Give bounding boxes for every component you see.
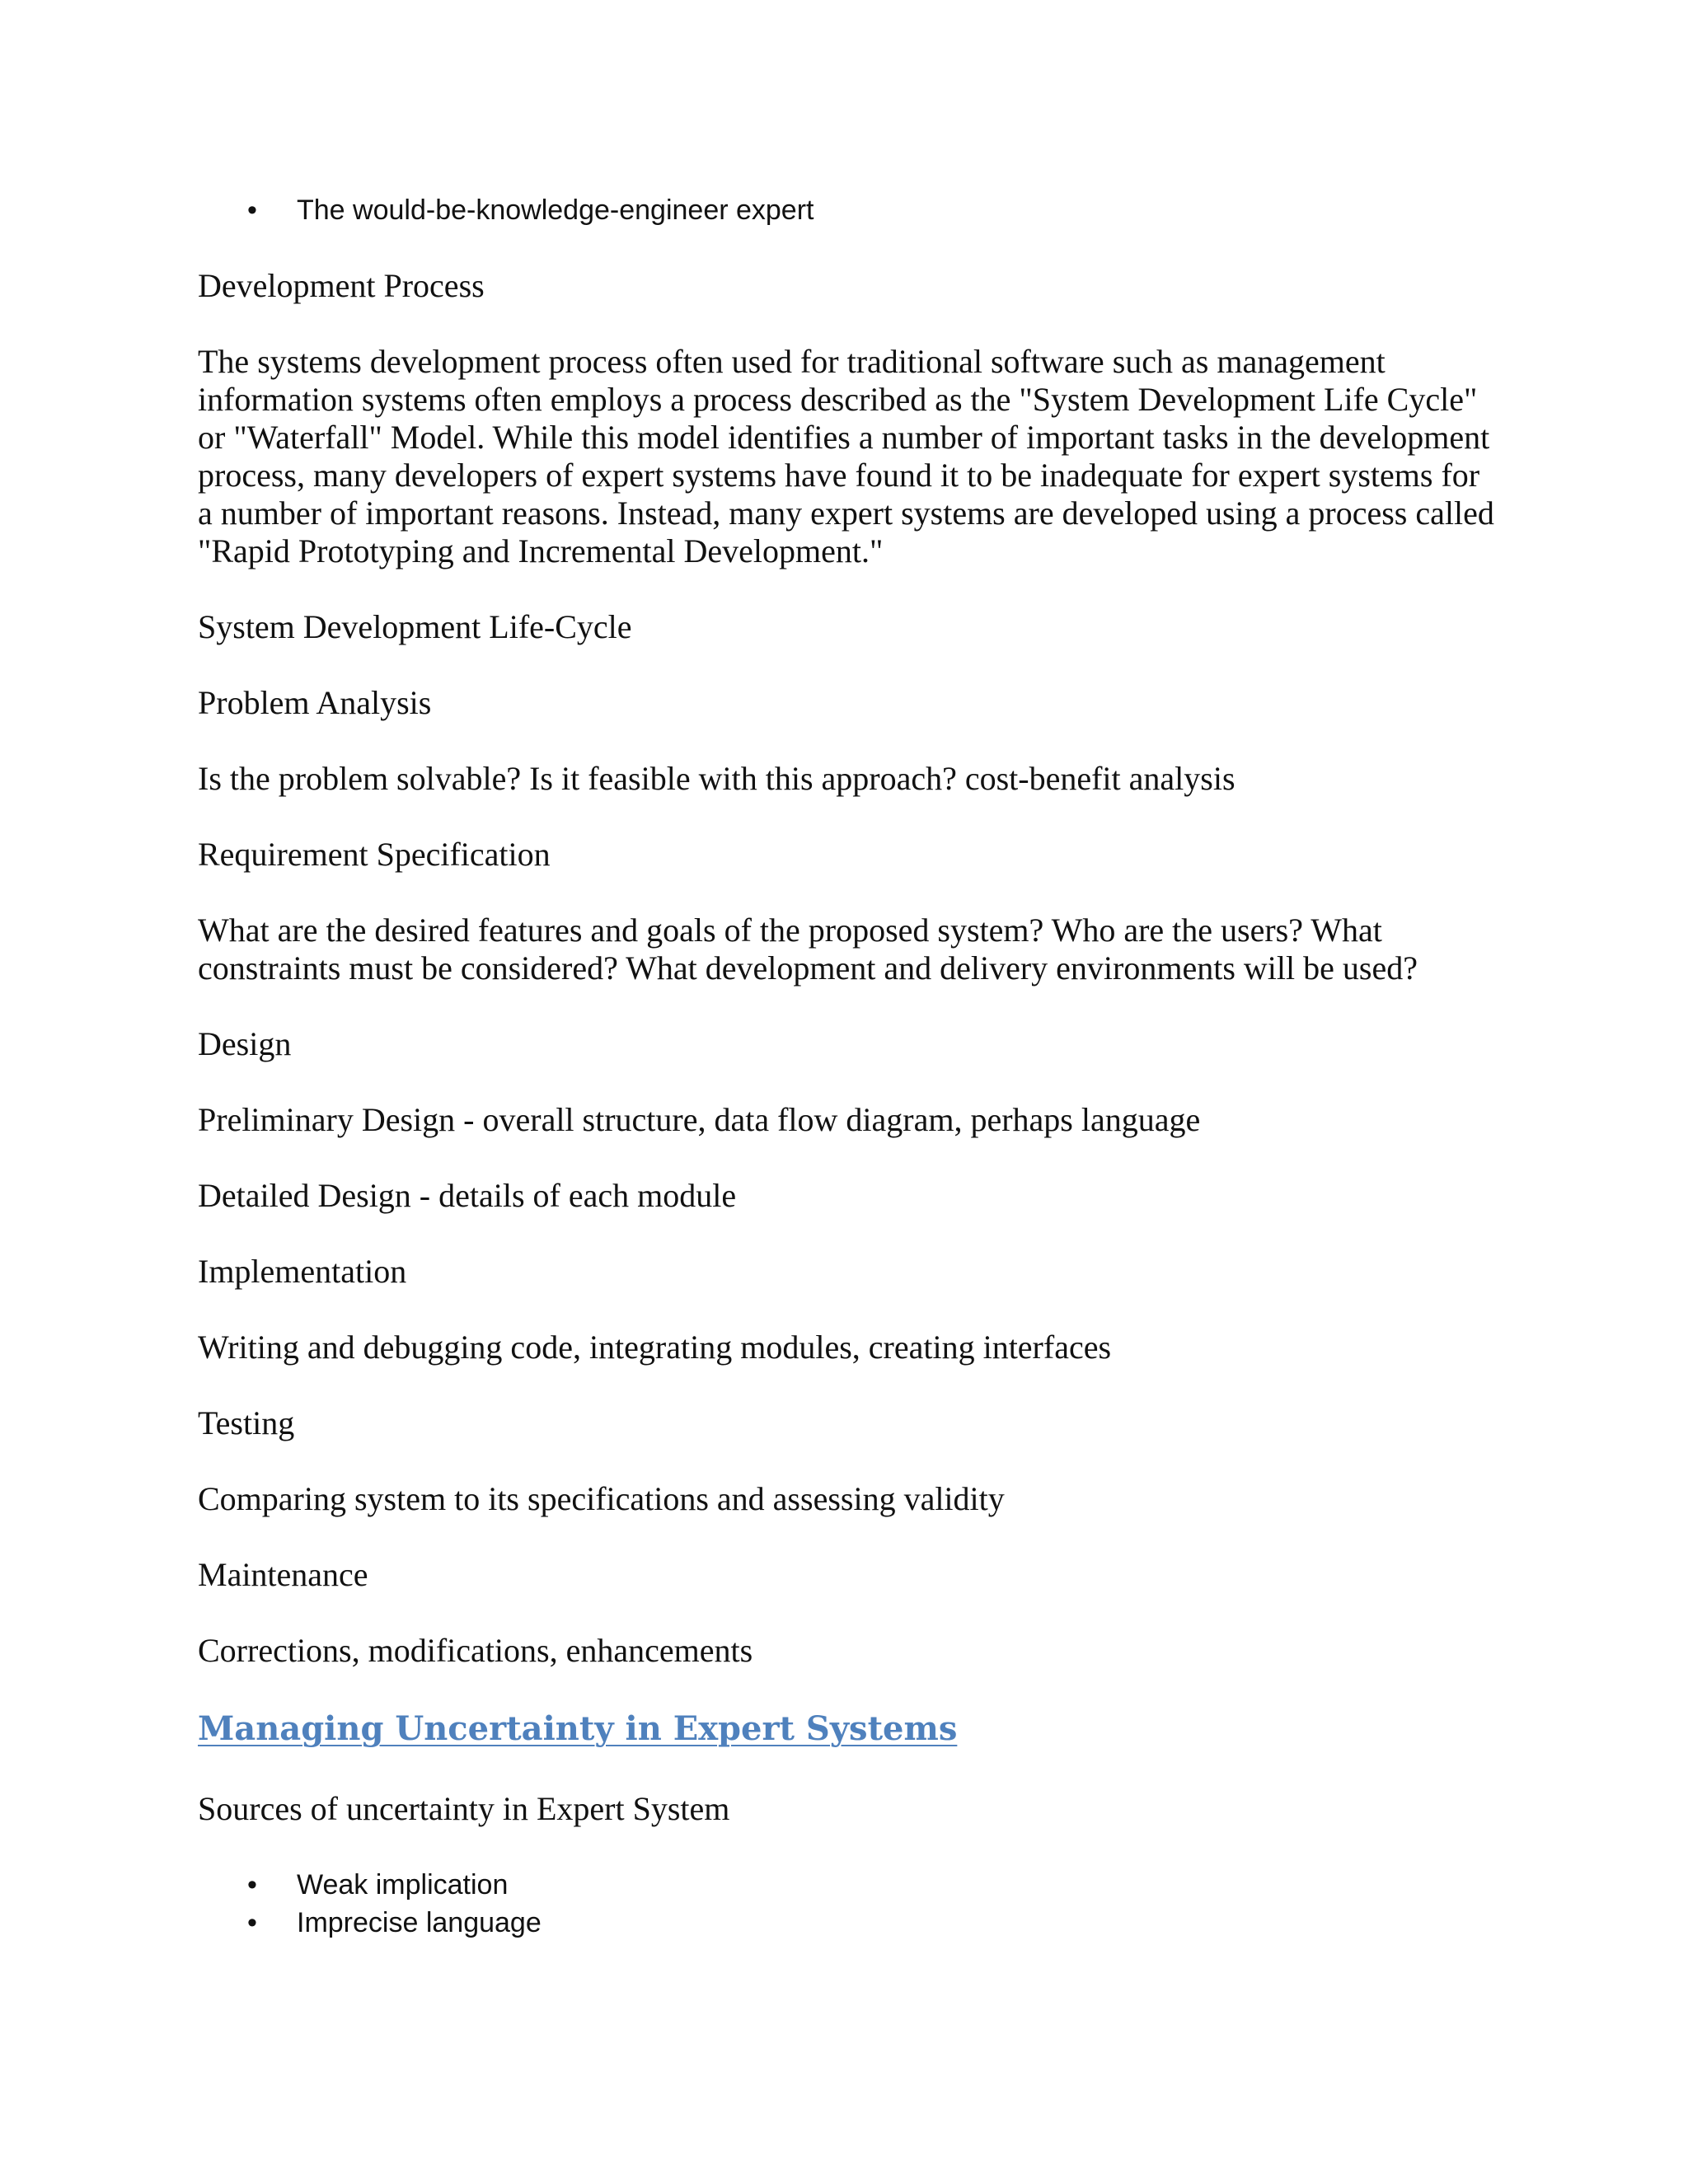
sdlc-title: System Development Life-Cycle xyxy=(198,608,632,645)
uncertainty-heading: Managing Uncertainty in Expert Systems xyxy=(198,1709,958,1748)
implementation-desc: Writing and debugging code, integrating modules, creating interfaces xyxy=(198,1329,1112,1366)
page-content xyxy=(198,191,1500,1942)
testing-title: Testing xyxy=(198,1404,295,1441)
development-process-body: The systems development process often used for traditional software such as management information systems often employs a process described as the "System Development Life Cycle" or "Waterfall" Model. While this model identifies a number of important tasks in the development process, many developers of expert systems have found it to be inadequate for expert systems for a number of important reasons. Instead, many expert systems are developed using a process called "Rapid Prototyping and Incremental Development." xyxy=(198,343,1494,569)
list-item-text: The would-be-knowledge-engineer expert xyxy=(297,194,814,226)
design-title: Design xyxy=(198,1025,292,1062)
list-item-text: Imprecise language xyxy=(297,1907,542,1938)
uncertainty-sources-title: Sources of uncertainty in Expert System xyxy=(198,1790,730,1827)
preliminary-design: Preliminary Design - overall structure, data flow diagram, perhaps language xyxy=(198,1101,1201,1138)
bullet-icon: • xyxy=(247,194,257,226)
problem-analysis-desc: Is the problem solvable? Is it feasible with this approach? cost-benefit analysis xyxy=(198,760,1236,797)
problem-analysis-title: Problem Analysis xyxy=(198,684,432,721)
requirement-spec-desc: What are the desired features and goals of the proposed system? Who are the users? What constraints must be considered? What development and delivery environments will be used? xyxy=(198,912,1418,987)
bullet-icon: • xyxy=(247,1907,257,1938)
maintenance-desc: Corrections, modifications, enhancements xyxy=(198,1632,753,1669)
list-item xyxy=(198,191,1500,229)
list-item xyxy=(198,1904,1500,1942)
detailed-design: Detailed Design - details of each module xyxy=(198,1177,737,1214)
implementation-title: Implementation xyxy=(198,1253,407,1290)
uncertainty-bullet-list xyxy=(198,1866,1500,1942)
maintenance-title: Maintenance xyxy=(198,1556,368,1593)
bullet-icon: • xyxy=(247,1869,257,1900)
development-process-title: Development Process xyxy=(198,267,485,304)
list-item xyxy=(198,1866,1500,1904)
list-item-text: Weak implication xyxy=(297,1869,509,1900)
requirement-spec-title: Requirement Specification xyxy=(198,836,551,873)
testing-desc: Comparing system to its specifications and assessing validity xyxy=(198,1480,1005,1517)
top-bullet-list xyxy=(198,191,1500,229)
